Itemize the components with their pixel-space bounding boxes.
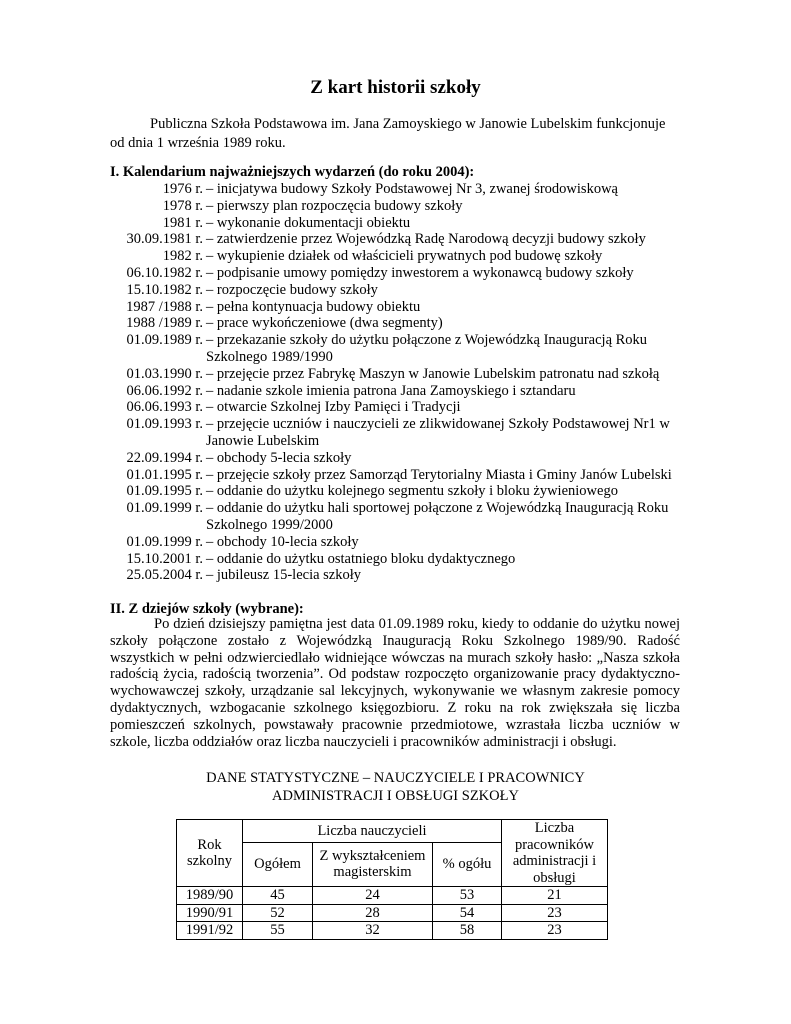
event-description: – obchody 5-lecia szkoły — [206, 449, 352, 466]
timeline-event — [110, 567, 710, 584]
cell-staff: 23 — [502, 904, 608, 922]
event-description: – przekazanie szkoły do użytku połączone z Wojewódzką Inauguracją Roku Szkolnego 1989/1990 — [206, 332, 648, 365]
cell-total: 52 — [243, 904, 313, 922]
event-description: – przejęcie uczniów i nauczycieli ze zlikwidowanej Szkoły Podstawowej Nr1 w Janowie Lubelskim — [206, 416, 670, 449]
event-date: 01.09.1989 r. — [126, 332, 203, 349]
table-row — [177, 922, 608, 940]
event-description: – wykonanie dokumentacji obiektu — [206, 214, 411, 231]
event-date: 01.01.1995 r. — [126, 466, 203, 483]
event-description: – podpisanie umowy pomiędzy inwestorem a wykonawcą budowy szkoły — [206, 264, 634, 281]
timeline-event — [110, 483, 710, 500]
timeline-event — [110, 299, 710, 316]
timeline-event — [110, 467, 710, 484]
table-row — [177, 904, 608, 922]
event-description: – otwarcie Szkolnej Izby Pamięci i Tradycji — [206, 399, 461, 416]
intro-paragraph — [110, 115, 680, 153]
timeline-event — [110, 198, 710, 215]
event-date: 1976 r. — [162, 181, 203, 197]
intro-text: Publiczna Szkoła Podstawowa im. Jana Zamoyskiego w Janowie Lubelskim funkcjonuje od dnia 1 września 1989 roku. — [110, 116, 666, 151]
event-description: – przejęcie szkoły przez Samorząd Terytorialny Miasta i Gminy Janów Lubelski — [206, 466, 672, 483]
event-description: – oddanie do użytku hali sportowej połączone z Wojewódzką Inauguracją Roku Szkolnego 1999/2000 — [206, 500, 669, 533]
timeline-event — [110, 265, 710, 282]
event-date: 25.05.2004 r. — [126, 567, 203, 584]
timeline-event — [110, 416, 710, 450]
event-date: 30.09.1981 r. — [126, 231, 203, 248]
timeline-event — [110, 248, 710, 265]
timeline-event — [110, 315, 710, 332]
event-description: – nadanie szkole imienia patrona Jana Zamoyskiego i sztandaru — [206, 382, 576, 399]
timeline-event — [110, 551, 710, 568]
history-paragraph: Po dzień dzisiejszy pamiętna jest data 01.09.1989 roku, kiedy to oddanie do użytku nowej szkoły połączone zostało z Wojewódzką Inauguracją Roku Szkolnego 1989/90. Radość wszystkich w pełni odzwierciedlało widniejące wówczas na murach szkoły hasło: „Nasza szkoła radością życia, radością tworzenia”. Od podstaw rozpoczęto organizowanie pracy dydaktyczno-wychowawczej szkoły, urządzanie sal lekcyjnych, wykonywanie we własnym zakresie pomocy dydaktycznych, wzbogacanie szkolnego księgozbioru. Z roku na rok zwiększała się liczba pomieszczeń szkolnych, powstawały pracownie przedmiotowe, wzrastała liczba uczniów w szkole, liczba oddziałów oraz liczba nauczycieli i pracowników administracji i obsługi. — [110, 616, 680, 750]
event-date: 06.06.1992 r. — [126, 382, 203, 399]
event-date: 01.09.1995 r. — [126, 483, 203, 500]
cell-masters: 32 — [313, 922, 433, 940]
event-description: – wykupienie działek od właścicieli prywatnych pod budowę szkoły — [206, 248, 603, 265]
table-row — [177, 887, 608, 905]
event-date: 06.06.1993 r. — [126, 399, 203, 416]
header-percent: % ogółu — [433, 842, 502, 886]
cell-year: 1990/91 — [177, 904, 243, 922]
cell-masters: 28 — [313, 904, 433, 922]
event-description: – jubileusz 15-lecia szkoły — [206, 567, 362, 584]
header-staff: Liczba pracowników administracji i obsługi — [502, 820, 608, 887]
cell-percent: 53 — [433, 887, 502, 905]
event-description: – obchody 10-lecia szkoły — [206, 533, 359, 550]
event-date: 01.03.1990 r. — [126, 365, 203, 382]
section-calendar-heading: I. Kalendarium najważniejszych wydarzeń (do roku 2004): — [110, 164, 475, 180]
event-description: – oddanie do użytku kolejnego segmentu szkoły i bloku żywieniowego — [206, 483, 618, 500]
cell-percent: 54 — [433, 904, 502, 922]
stats-title — [0, 769, 791, 805]
header-total: Ogółem — [243, 842, 313, 886]
cell-year: 1991/92 — [177, 922, 243, 940]
event-description: – przejęcie przez Fabrykę Maszyn w Janowie Lubelskim patronatu nad szkołą — [206, 365, 660, 382]
event-date: 1988 /1989 r. — [126, 315, 203, 332]
cell-total: 45 — [243, 887, 313, 905]
event-date: 1981 r. — [162, 214, 203, 231]
event-description: – inicjatywa budowy Szkoły Podstawowej Nr 3, zwanej środowiskową — [206, 181, 618, 197]
timeline-event — [110, 231, 710, 248]
event-date: 06.10.1982 r. — [126, 264, 203, 281]
stats-title-line-1: DANE STATYSTYCZNE – NAUCZYCIELE I PRACOWNICY — [206, 770, 585, 786]
event-description: – oddanie do użytku ostatniego bloku dydaktycznego — [206, 550, 516, 567]
timeline-event — [110, 450, 710, 467]
event-date: 01.09.1993 r. — [126, 416, 203, 433]
cell-year: 1989/90 — [177, 887, 243, 905]
cell-staff: 21 — [502, 887, 608, 905]
timeline-event — [110, 383, 710, 400]
event-description: – pierwszy plan rozpoczęcia budowy szkoły — [206, 197, 463, 214]
event-description: – zatwierdzenie przez Wojewódzką Radę Narodową decyzji budowy szkoły — [206, 231, 646, 248]
timeline-event — [110, 332, 710, 366]
cell-total: 55 — [243, 922, 313, 940]
page-title: Z kart historii szkoły — [310, 77, 481, 98]
timeline-event — [110, 215, 710, 232]
event-date: 1982 r. — [162, 248, 203, 265]
event-date: 1978 r. — [162, 197, 203, 214]
event-date: 15.10.2001 r. — [126, 550, 203, 567]
event-date: 1987 /1988 r. — [126, 298, 203, 315]
cell-percent: 58 — [433, 922, 502, 940]
stats-title-line-2: ADMINISTRACJI I OBSŁUGI SZKOŁY — [272, 788, 519, 804]
event-description: – prace wykończeniowe (dwa segmenty) — [206, 315, 443, 332]
event-date: 01.09.1999 r. — [126, 533, 203, 550]
event-timeline — [110, 181, 710, 584]
cell-staff: 23 — [502, 922, 608, 940]
event-date: 15.10.1982 r. — [126, 281, 203, 298]
timeline-event — [110, 399, 710, 416]
staff-statistics-table — [176, 819, 608, 940]
header-year: Rok szkolny — [177, 820, 243, 887]
cell-masters: 24 — [313, 887, 433, 905]
timeline-event — [110, 534, 710, 551]
event-description: – pełna kontynuacja budowy obiektu — [206, 298, 421, 315]
section-history-heading: II. Z dziejów szkoły (wybrane): — [110, 601, 304, 617]
timeline-event — [110, 181, 710, 198]
event-date: 22.09.1994 r. — [126, 449, 203, 466]
header-masters: Z wykształceniem magisterskim — [313, 842, 433, 886]
event-date: 01.09.1999 r. — [126, 500, 203, 517]
timeline-event — [110, 500, 710, 534]
timeline-event — [110, 282, 710, 299]
header-teachers-group: Liczba nauczycieli — [243, 820, 502, 843]
event-description: – rozpoczęcie budowy szkoły — [206, 281, 378, 298]
timeline-event — [110, 366, 710, 383]
